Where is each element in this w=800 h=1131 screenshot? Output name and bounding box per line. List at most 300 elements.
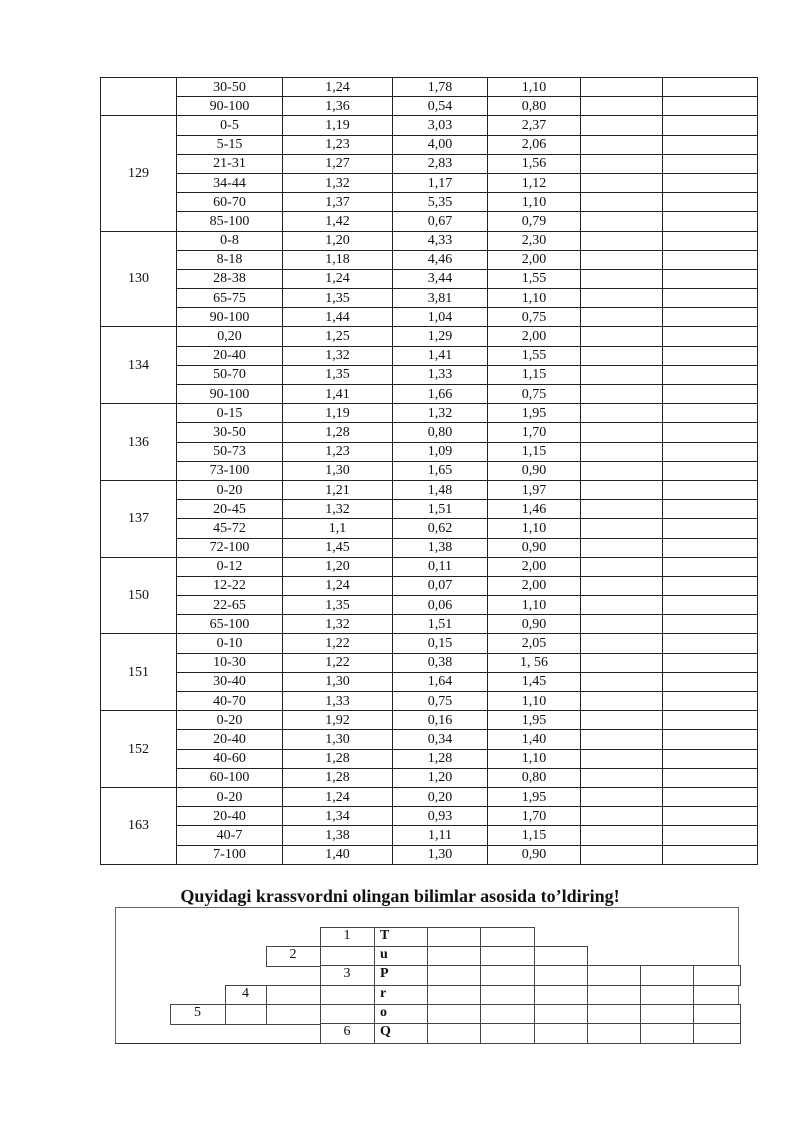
depth-cell: 0-12 bbox=[177, 557, 283, 576]
value-cell: 0,80 bbox=[488, 97, 581, 116]
empty-cell[interactable] bbox=[663, 327, 758, 346]
density-cell: 1,32 bbox=[283, 173, 393, 192]
table-row bbox=[101, 749, 758, 768]
value-cell: 2,06 bbox=[488, 135, 581, 154]
density-cell: 1,23 bbox=[283, 135, 393, 154]
depth-cell: 30-50 bbox=[177, 423, 283, 442]
crossword-key-letter: u bbox=[380, 947, 388, 962]
empty-cell[interactable] bbox=[581, 308, 663, 327]
humus-cell: 1,38 bbox=[393, 538, 488, 557]
empty-cell[interactable] bbox=[663, 346, 758, 365]
density-cell: 1,28 bbox=[283, 749, 393, 768]
empty-cell[interactable] bbox=[581, 97, 663, 116]
value-cell: 1,95 bbox=[488, 711, 581, 730]
depth-cell: 50-73 bbox=[177, 442, 283, 461]
crossword-cell[interactable] bbox=[480, 946, 535, 967]
empty-cell[interactable] bbox=[581, 692, 663, 711]
table-row bbox=[101, 193, 758, 212]
empty-cell[interactable] bbox=[581, 116, 663, 135]
value-cell: 1,95 bbox=[488, 404, 581, 423]
value-cell: 2,30 bbox=[488, 231, 581, 250]
crossword-cell[interactable] bbox=[587, 1023, 641, 1044]
humus-cell: 0,67 bbox=[393, 212, 488, 231]
soil-data-table bbox=[100, 77, 758, 865]
plot-number-cell: 129 bbox=[101, 116, 177, 231]
table-row bbox=[101, 557, 758, 576]
empty-cell[interactable] bbox=[581, 173, 663, 192]
crossword-cell[interactable] bbox=[427, 1004, 481, 1025]
depth-cell: 20-45 bbox=[177, 500, 283, 519]
empty-cell[interactable] bbox=[581, 768, 663, 787]
empty-cell[interactable] bbox=[663, 173, 758, 192]
empty-cell[interactable] bbox=[663, 749, 758, 768]
depth-cell: 21-31 bbox=[177, 154, 283, 173]
crossword-cell[interactable] bbox=[480, 1023, 535, 1044]
humus-cell: 1,20 bbox=[393, 768, 488, 787]
depth-cell: 10-30 bbox=[177, 653, 283, 672]
density-cell: 1,18 bbox=[283, 250, 393, 269]
crossword-cell[interactable] bbox=[640, 1023, 694, 1044]
crossword-cell[interactable] bbox=[480, 1004, 535, 1025]
value-cell: 1,10 bbox=[488, 692, 581, 711]
density-cell: 1,23 bbox=[283, 442, 393, 461]
humus-cell: 0,93 bbox=[393, 807, 488, 826]
density-cell: 1,44 bbox=[283, 308, 393, 327]
value-cell: 2,05 bbox=[488, 634, 581, 653]
value-cell: 0,80 bbox=[488, 768, 581, 787]
density-cell: 1,21 bbox=[283, 480, 393, 499]
humus-cell: 1,17 bbox=[393, 173, 488, 192]
value-cell: 0,75 bbox=[488, 308, 581, 327]
value-cell: 1,10 bbox=[488, 193, 581, 212]
table-row bbox=[101, 385, 758, 404]
crossword-cell[interactable] bbox=[534, 965, 588, 986]
empty-cell[interactable] bbox=[581, 327, 663, 346]
crossword-key-letter: Q bbox=[380, 1024, 391, 1039]
crossword-cell[interactable] bbox=[427, 1023, 481, 1044]
humus-cell: 1,48 bbox=[393, 480, 488, 499]
density-cell: 1,42 bbox=[283, 212, 393, 231]
humus-cell: 1,30 bbox=[393, 845, 488, 864]
value-cell: 1,15 bbox=[488, 365, 581, 384]
empty-cell[interactable] bbox=[663, 78, 758, 97]
empty-cell[interactable] bbox=[581, 365, 663, 384]
crossword-cell[interactable] bbox=[225, 1004, 267, 1025]
value-cell: 2,00 bbox=[488, 557, 581, 576]
depth-cell: 22-65 bbox=[177, 596, 283, 615]
humus-cell: 0,15 bbox=[393, 634, 488, 653]
empty-cell[interactable] bbox=[663, 596, 758, 615]
humus-cell: 1,51 bbox=[393, 615, 488, 634]
depth-cell: 40-60 bbox=[177, 749, 283, 768]
crossword-clue-number: 4 bbox=[242, 986, 249, 1001]
value-cell: 1,46 bbox=[488, 500, 581, 519]
crossword-cell[interactable] bbox=[480, 985, 535, 1006]
empty-cell[interactable] bbox=[663, 442, 758, 461]
empty-cell[interactable] bbox=[663, 404, 758, 423]
empty-cell[interactable] bbox=[663, 826, 758, 845]
table-row bbox=[101, 826, 758, 845]
humus-cell: 1,09 bbox=[393, 442, 488, 461]
empty-cell[interactable] bbox=[663, 653, 758, 672]
value-cell: 1,95 bbox=[488, 787, 581, 806]
empty-cell[interactable] bbox=[581, 346, 663, 365]
humus-cell: 1,33 bbox=[393, 365, 488, 384]
table-row bbox=[101, 730, 758, 749]
empty-cell[interactable] bbox=[663, 711, 758, 730]
humus-cell: 1,11 bbox=[393, 826, 488, 845]
value-cell: 2,37 bbox=[488, 116, 581, 135]
crossword-key-letter: T bbox=[380, 928, 390, 943]
density-cell: 1,32 bbox=[283, 346, 393, 365]
crossword-cell[interactable] bbox=[320, 985, 375, 1006]
crossword-cell[interactable] bbox=[266, 985, 321, 1006]
crossword-cell[interactable] bbox=[640, 965, 694, 986]
empty-cell[interactable] bbox=[581, 672, 663, 691]
depth-cell: 20-40 bbox=[177, 730, 283, 749]
crossword-cell[interactable] bbox=[587, 1004, 641, 1025]
empty-cell[interactable] bbox=[581, 711, 663, 730]
crossword-cell[interactable] bbox=[427, 927, 481, 948]
crossword-cell[interactable] bbox=[534, 1023, 588, 1044]
plot-number-cell: 134 bbox=[101, 327, 177, 404]
depth-cell: 65-75 bbox=[177, 289, 283, 308]
density-cell: 1,32 bbox=[283, 500, 393, 519]
density-cell: 1,36 bbox=[283, 97, 393, 116]
table-row bbox=[101, 596, 758, 615]
humus-cell: 0,20 bbox=[393, 787, 488, 806]
table-row bbox=[101, 116, 758, 135]
crossword-clue-number: 6 bbox=[343, 1024, 351, 1039]
empty-cell[interactable] bbox=[663, 845, 758, 864]
empty-cell[interactable] bbox=[581, 442, 663, 461]
density-cell: 1,19 bbox=[283, 116, 393, 135]
humus-cell: 3,44 bbox=[393, 269, 488, 288]
value-cell: 1,15 bbox=[488, 826, 581, 845]
table-row bbox=[101, 154, 758, 173]
crossword-cell[interactable] bbox=[693, 965, 741, 986]
empty-cell[interactable] bbox=[663, 557, 758, 576]
empty-cell[interactable] bbox=[581, 423, 663, 442]
humus-cell: 0,75 bbox=[393, 692, 488, 711]
empty-cell[interactable] bbox=[581, 730, 663, 749]
empty-cell[interactable] bbox=[581, 154, 663, 173]
depth-cell: 40-70 bbox=[177, 692, 283, 711]
table-row bbox=[101, 423, 758, 442]
empty-cell[interactable] bbox=[581, 269, 663, 288]
table-row bbox=[101, 672, 758, 691]
density-cell: 1,38 bbox=[283, 826, 393, 845]
humus-cell: 5,35 bbox=[393, 193, 488, 212]
density-cell: 1,20 bbox=[283, 557, 393, 576]
plot-number-cell: 137 bbox=[101, 480, 177, 557]
density-cell: 1,45 bbox=[283, 538, 393, 557]
density-cell: 1,33 bbox=[283, 692, 393, 711]
crossword-cell[interactable] bbox=[320, 1004, 375, 1025]
plot-number-cell: 152 bbox=[101, 711, 177, 788]
density-cell: 1,19 bbox=[283, 404, 393, 423]
crossword-cell[interactable] bbox=[587, 985, 641, 1006]
density-cell: 1,30 bbox=[283, 730, 393, 749]
plot-number-cell: 150 bbox=[101, 557, 177, 634]
density-cell: 1,37 bbox=[283, 193, 393, 212]
depth-cell: 73-100 bbox=[177, 461, 283, 480]
humus-cell: 2,83 bbox=[393, 154, 488, 173]
crossword-key-letter: P bbox=[380, 966, 389, 981]
empty-cell[interactable] bbox=[663, 672, 758, 691]
empty-cell[interactable] bbox=[663, 787, 758, 806]
empty-cell[interactable] bbox=[581, 212, 663, 231]
empty-cell[interactable] bbox=[663, 423, 758, 442]
empty-cell[interactable] bbox=[663, 730, 758, 749]
value-cell: 0,75 bbox=[488, 385, 581, 404]
empty-cell[interactable] bbox=[581, 480, 663, 499]
depth-cell: 0-20 bbox=[177, 787, 283, 806]
crossword-cell[interactable] bbox=[534, 946, 588, 967]
empty-cell[interactable] bbox=[581, 634, 663, 653]
empty-cell[interactable] bbox=[581, 653, 663, 672]
empty-cell[interactable] bbox=[581, 289, 663, 308]
table-row bbox=[101, 519, 758, 538]
table-row bbox=[101, 231, 758, 250]
crossword-cell[interactable] bbox=[427, 985, 481, 1006]
empty-cell[interactable] bbox=[581, 807, 663, 826]
table-row bbox=[101, 711, 758, 730]
empty-cell[interactable] bbox=[581, 845, 663, 864]
empty-cell[interactable] bbox=[581, 135, 663, 154]
humus-cell: 0,16 bbox=[393, 711, 488, 730]
table-row bbox=[101, 365, 758, 384]
empty-cell[interactable] bbox=[581, 231, 663, 250]
crossword-cell[interactable] bbox=[320, 946, 375, 967]
table-row bbox=[101, 461, 758, 480]
empty-cell[interactable] bbox=[663, 461, 758, 480]
value-cell: 2,00 bbox=[488, 576, 581, 595]
table-row bbox=[101, 538, 758, 557]
empty-cell[interactable] bbox=[663, 250, 758, 269]
table-row bbox=[101, 576, 758, 595]
empty-cell[interactable] bbox=[663, 692, 758, 711]
crossword-key-letter: o bbox=[380, 1005, 387, 1020]
density-cell: 1,34 bbox=[283, 807, 393, 826]
depth-cell: 20-40 bbox=[177, 807, 283, 826]
density-cell: 1,41 bbox=[283, 385, 393, 404]
humus-cell: 0,54 bbox=[393, 97, 488, 116]
empty-cell[interactable] bbox=[581, 557, 663, 576]
table-row bbox=[101, 500, 758, 519]
table-row bbox=[101, 308, 758, 327]
value-cell: 1,10 bbox=[488, 749, 581, 768]
empty-cell[interactable] bbox=[663, 615, 758, 634]
value-cell: 0,79 bbox=[488, 212, 581, 231]
empty-cell[interactable] bbox=[581, 500, 663, 519]
density-cell: 1,40 bbox=[283, 845, 393, 864]
empty-cell[interactable] bbox=[663, 576, 758, 595]
empty-cell[interactable] bbox=[663, 269, 758, 288]
depth-cell: 60-70 bbox=[177, 193, 283, 212]
crossword-cell[interactable] bbox=[693, 1023, 741, 1044]
value-cell: 1,10 bbox=[488, 519, 581, 538]
empty-cell[interactable] bbox=[663, 519, 758, 538]
density-cell: 1,22 bbox=[283, 634, 393, 653]
crossword-cell[interactable] bbox=[534, 1004, 588, 1025]
density-cell: 1,22 bbox=[283, 653, 393, 672]
table-row bbox=[101, 250, 758, 269]
table-row bbox=[101, 289, 758, 308]
empty-cell[interactable] bbox=[581, 615, 663, 634]
table-row bbox=[101, 692, 758, 711]
humus-cell: 1,28 bbox=[393, 749, 488, 768]
value-cell: 1,10 bbox=[488, 596, 581, 615]
depth-cell: 12-22 bbox=[177, 576, 283, 595]
density-cell: 1,30 bbox=[283, 672, 393, 691]
density-cell: 1,92 bbox=[283, 711, 393, 730]
humus-cell: 0,07 bbox=[393, 576, 488, 595]
plot-number-cell: 151 bbox=[101, 634, 177, 711]
value-cell: 1,10 bbox=[488, 78, 581, 97]
crossword-clue-number: 3 bbox=[343, 966, 351, 981]
crossword-heading: Quyidagi krassvordni olingan bilimlar asosida to’ldiring! bbox=[180, 886, 620, 906]
crossword-cell[interactable] bbox=[480, 965, 535, 986]
empty-cell[interactable] bbox=[663, 193, 758, 212]
empty-cell[interactable] bbox=[581, 519, 663, 538]
empty-cell[interactable] bbox=[663, 116, 758, 135]
empty-cell[interactable] bbox=[663, 231, 758, 250]
empty-cell[interactable] bbox=[581, 749, 663, 768]
crossword-cell[interactable] bbox=[640, 1004, 694, 1025]
crossword-cell[interactable] bbox=[693, 1004, 741, 1025]
humus-cell: 1,41 bbox=[393, 346, 488, 365]
empty-cell[interactable] bbox=[581, 193, 663, 212]
humus-cell: 1,04 bbox=[393, 308, 488, 327]
depth-cell: 0-10 bbox=[177, 634, 283, 653]
value-cell: 2,00 bbox=[488, 250, 581, 269]
depth-cell: 50-70 bbox=[177, 365, 283, 384]
density-cell: 1,35 bbox=[283, 289, 393, 308]
empty-cell[interactable] bbox=[581, 385, 663, 404]
empty-cell[interactable] bbox=[663, 634, 758, 653]
humus-cell: 4,33 bbox=[393, 231, 488, 250]
empty-cell[interactable] bbox=[581, 826, 663, 845]
depth-cell: 20-40 bbox=[177, 346, 283, 365]
plot-number-cell: 136 bbox=[101, 404, 177, 481]
humus-cell: 1,32 bbox=[393, 404, 488, 423]
density-cell: 1,24 bbox=[283, 787, 393, 806]
table-row bbox=[101, 78, 758, 97]
depth-cell: 0-20 bbox=[177, 711, 283, 730]
humus-cell: 1,51 bbox=[393, 500, 488, 519]
table-row bbox=[101, 787, 758, 806]
value-cell: 2,00 bbox=[488, 327, 581, 346]
crossword-cell[interactable] bbox=[427, 946, 481, 967]
humus-cell: 1,66 bbox=[393, 385, 488, 404]
empty-cell[interactable] bbox=[663, 500, 758, 519]
empty-cell[interactable] bbox=[581, 461, 663, 480]
empty-cell[interactable] bbox=[663, 289, 758, 308]
crossword-key-letter: r bbox=[380, 986, 387, 1001]
humus-cell: 0,11 bbox=[393, 557, 488, 576]
empty-cell[interactable] bbox=[581, 596, 663, 615]
depth-cell: 30-40 bbox=[177, 672, 283, 691]
empty-cell[interactable] bbox=[663, 480, 758, 499]
crossword-clue-number: 2 bbox=[289, 947, 297, 962]
table-row bbox=[101, 845, 758, 864]
table-row bbox=[101, 653, 758, 672]
empty-cell[interactable] bbox=[581, 576, 663, 595]
empty-cell[interactable] bbox=[581, 787, 663, 806]
empty-cell[interactable] bbox=[581, 404, 663, 423]
humus-cell: 4,46 bbox=[393, 250, 488, 269]
crossword-cell[interactable] bbox=[427, 965, 481, 986]
empty-cell[interactable] bbox=[663, 308, 758, 327]
value-cell: 1,55 bbox=[488, 269, 581, 288]
depth-cell: 0-8 bbox=[177, 231, 283, 250]
depth-cell: 45-72 bbox=[177, 519, 283, 538]
crossword-cell[interactable] bbox=[640, 985, 694, 1006]
density-cell: 1,24 bbox=[283, 576, 393, 595]
crossword-cell[interactable] bbox=[480, 927, 535, 948]
value-cell: 1,45 bbox=[488, 672, 581, 691]
empty-cell[interactable] bbox=[663, 807, 758, 826]
depth-cell: 7-100 bbox=[177, 845, 283, 864]
crossword-cell[interactable] bbox=[587, 965, 641, 986]
depth-cell: 90-100 bbox=[177, 97, 283, 116]
value-cell: 0,90 bbox=[488, 845, 581, 864]
depth-cell: 28-38 bbox=[177, 269, 283, 288]
density-cell: 1,32 bbox=[283, 615, 393, 634]
empty-cell[interactable] bbox=[663, 212, 758, 231]
value-cell: 1,70 bbox=[488, 423, 581, 442]
crossword-cell[interactable] bbox=[266, 1004, 321, 1025]
value-cell: 0,90 bbox=[488, 538, 581, 557]
depth-cell: 0,20 bbox=[177, 327, 283, 346]
empty-cell[interactable] bbox=[581, 250, 663, 269]
humus-cell: 1,78 bbox=[393, 78, 488, 97]
empty-cell[interactable] bbox=[581, 78, 663, 97]
humus-cell: 3,03 bbox=[393, 116, 488, 135]
empty-cell[interactable] bbox=[663, 385, 758, 404]
value-cell: 1,56 bbox=[488, 154, 581, 173]
density-cell: 1,27 bbox=[283, 154, 393, 173]
depth-cell: 8-18 bbox=[177, 250, 283, 269]
plot-number-cell: 163 bbox=[101, 787, 177, 864]
empty-cell[interactable] bbox=[663, 365, 758, 384]
empty-cell[interactable] bbox=[663, 538, 758, 557]
empty-cell[interactable] bbox=[663, 154, 758, 173]
crossword-cell[interactable] bbox=[534, 985, 588, 1006]
empty-cell[interactable] bbox=[663, 97, 758, 116]
depth-cell: 34-44 bbox=[177, 173, 283, 192]
density-cell: 1,35 bbox=[283, 596, 393, 615]
humus-cell: 1,64 bbox=[393, 672, 488, 691]
value-cell: 1,55 bbox=[488, 346, 581, 365]
depth-cell: 90-100 bbox=[177, 308, 283, 327]
table-row bbox=[101, 634, 758, 653]
value-cell: 1,40 bbox=[488, 730, 581, 749]
plot-number-cell: 130 bbox=[101, 231, 177, 327]
humus-cell: 1,29 bbox=[393, 327, 488, 346]
humus-cell: 4,00 bbox=[393, 135, 488, 154]
empty-cell[interactable] bbox=[663, 135, 758, 154]
table-row bbox=[101, 807, 758, 826]
depth-cell: 85-100 bbox=[177, 212, 283, 231]
empty-cell[interactable] bbox=[581, 538, 663, 557]
value-cell: 1, 56 bbox=[488, 653, 581, 672]
value-cell: 1,97 bbox=[488, 480, 581, 499]
empty-cell[interactable] bbox=[663, 768, 758, 787]
humus-cell: 0,34 bbox=[393, 730, 488, 749]
table-row bbox=[101, 480, 758, 499]
